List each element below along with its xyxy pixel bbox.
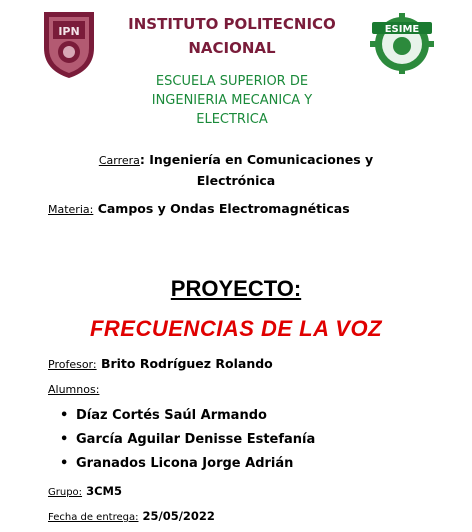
project-title: FRECUENCIAS DE LA VOZ xyxy=(89,316,383,341)
career-line-2 xyxy=(0,173,472,188)
group-label: Grupo: xyxy=(48,487,83,498)
career-value-cont: Electrónica xyxy=(196,173,276,188)
students-list xyxy=(60,404,315,476)
subject-line xyxy=(48,201,350,216)
delivery-label: Fecha de entrega: xyxy=(48,512,139,523)
project-heading: PROYECTO: xyxy=(170,276,302,301)
delivery-value: 25/05/2022 xyxy=(142,509,215,523)
list-item: • García Aguilar Denisse Estefanía xyxy=(60,428,315,452)
list-item: • Díaz Cortés Saúl Armando xyxy=(60,404,315,428)
career-line-1: Carrera: Ingeniería en Comunicaciones y xyxy=(98,152,374,167)
group-value: 3CM5 xyxy=(86,484,122,498)
svg-text:IPN: IPN xyxy=(58,25,80,38)
school-name: ESCUELA SUPERIOR DE INGENIERIA MECANICA Y ELECTRICA xyxy=(151,74,313,127)
career-label: Carrera xyxy=(98,154,140,167)
ipn-logo xyxy=(38,8,100,80)
svg-text:ESIME: ESIME xyxy=(384,24,420,35)
esime-logo xyxy=(364,12,440,74)
delivery-line xyxy=(48,509,215,523)
subject-value: Campos y Ondas Electromagnéticas xyxy=(97,201,350,216)
professor-line xyxy=(48,356,273,371)
professor-label: Profesor: xyxy=(48,358,97,371)
career-value: Ingeniería en Comunicaciones y xyxy=(149,152,374,167)
students-label-line xyxy=(48,381,99,396)
group-line xyxy=(48,484,122,498)
professor-value: Brito Rodríguez Rolando xyxy=(100,356,273,371)
subject-label: Materia: xyxy=(48,203,94,216)
students-label: Alumnos: xyxy=(48,383,100,396)
list-item: • Granados Licona Jorge Adrián xyxy=(60,452,315,476)
institute-name: INSTITUTO POLITECNICO NACIONAL xyxy=(128,15,336,57)
